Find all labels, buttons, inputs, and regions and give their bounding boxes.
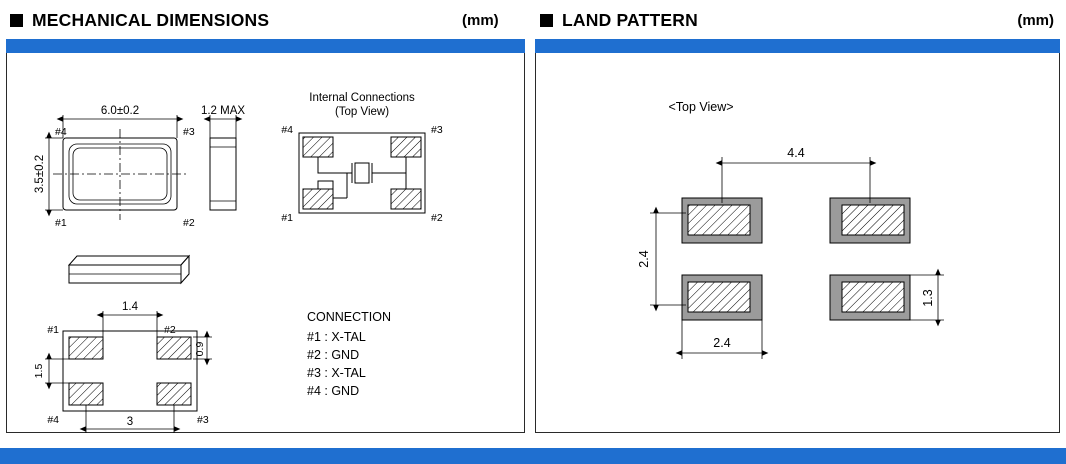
land-pad-bottom-right [830, 275, 910, 320]
header-rule-left [6, 39, 525, 53]
black-square-bullet-icon [540, 14, 553, 27]
dim-pad-gap-top: 1.4 [122, 301, 138, 313]
internal-pin-label-4: #4 [281, 124, 293, 136]
land-pad-top-right [830, 198, 910, 243]
land-pattern-drawing [536, 53, 1061, 433]
dim-pad-height: 0.9 [194, 341, 206, 357]
pin-label-1: #1 [55, 217, 67, 229]
dim-package-height: 3.5±0.2 [34, 154, 46, 194]
pin-label-3: #3 [183, 126, 195, 138]
mechanical-drawing [7, 53, 526, 433]
package-perspective-view [69, 256, 189, 283]
unit-label-mechanical: (mm) [462, 11, 499, 29]
connection-item-1: #1 : X-TAL [307, 330, 366, 344]
bottom-pin-label-4: #4 [47, 414, 59, 426]
dim-group-right [910, 275, 944, 320]
connection-list [307, 310, 391, 398]
dim-land-pad-width: 2.4 [713, 336, 731, 350]
dim-group-bottom [682, 320, 762, 359]
dim-thickness-max: 1.2 MAX [200, 105, 246, 117]
land-pad-top-left [682, 198, 762, 243]
black-square-bullet-icon [10, 14, 23, 27]
package-bottom-view [33, 301, 212, 433]
land-pattern-panel [535, 53, 1060, 433]
pin-label-4: #4 [55, 126, 67, 138]
bottom-pin-label-3: #3 [197, 414, 209, 426]
dim-pad-pitch: 3 [126, 416, 134, 428]
dim-pad-gap-left: 1.5 [33, 363, 45, 379]
connection-item-4: #4 : GND [307, 384, 360, 398]
dim-group-left [637, 213, 686, 305]
mechanical-dimensions-panel [6, 53, 525, 433]
page-title-mechanical: MECHANICAL DIMENSIONS [32, 9, 270, 30]
internal-pin-label-2: #2 [431, 212, 443, 224]
pin-label-2: #2 [183, 217, 195, 229]
dim-land-pitch-vertical: 2.4 [637, 250, 651, 268]
section-header-mechanical [10, 6, 525, 34]
package-side-view [201, 105, 245, 210]
bottom-pin-label-2: #2 [164, 324, 176, 336]
unit-label-land-pattern: (mm) [1017, 11, 1054, 29]
internal-pin-label-1: #1 [281, 212, 293, 224]
connection-title: CONNECTION [307, 310, 392, 324]
land-pattern-view-label: <Top View> [668, 100, 734, 114]
dim-land-width: 4.4 [787, 146, 805, 160]
dim-land-pad-height: 1.3 [921, 289, 935, 307]
internal-connections-title-line2: (Top View) [334, 106, 390, 118]
connection-item-2: #2 : GND [307, 348, 360, 362]
land-pad-bottom-left [682, 275, 762, 320]
internal-connections-title-line1: Internal Connections [309, 92, 415, 104]
connection-item-3: #3 : X-TAL [307, 366, 366, 380]
bottom-pin-label-1: #1 [47, 324, 59, 336]
dim-group-top [722, 146, 870, 203]
internal-pin-label-3: #3 [431, 124, 443, 136]
dim-package-width: 6.0±0.2 [100, 105, 140, 117]
package-top-view [34, 105, 195, 229]
internal-connections-view [281, 92, 443, 224]
section-header-land-pattern [540, 6, 1060, 34]
page-title-land-pattern: LAND PATTERN [562, 9, 698, 30]
footer-rule [0, 448, 1066, 464]
header-rule-right [535, 39, 1060, 53]
